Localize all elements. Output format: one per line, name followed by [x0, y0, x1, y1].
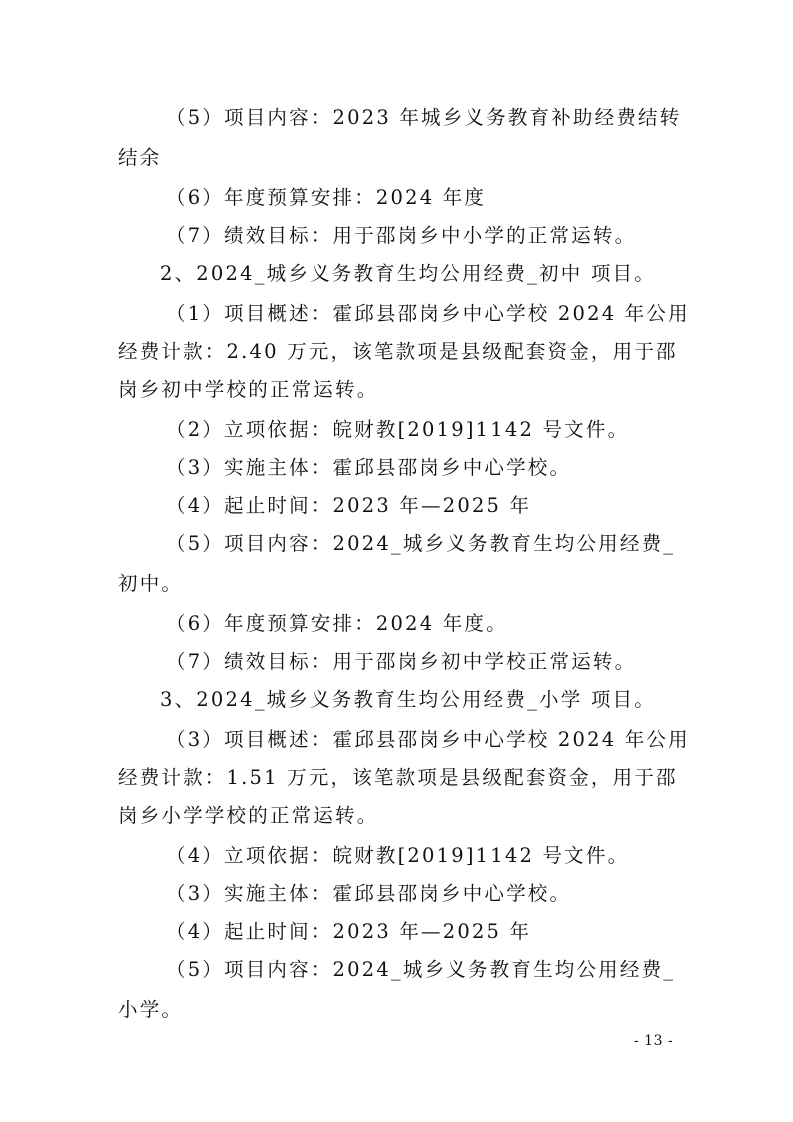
section-heading: 3、2024_城乡义务教育生均公用经费_小学 项目。: [160, 688, 656, 711]
paragraph-line: （2）立项依据：皖财教[2019]1142 号文件。: [166, 418, 630, 441]
section-heading: 2、2024_城乡义务教育生均公用经费_初中 项目。: [160, 262, 656, 285]
paragraph-line: （5）项目内容：2024_城乡义务教育生均公用经费_: [166, 958, 676, 981]
paragraph-line: （3）实施主体：霍邱县邵岗乡中心学校。: [166, 882, 572, 905]
paragraph-line: （5）项目内容：2024_城乡义务教育生均公用经费_: [166, 532, 676, 555]
paragraph-line: （4）起止时间：2023 年—2025 年: [166, 920, 532, 943]
paragraph-line: 岗乡初中学校的正常运转。: [118, 378, 379, 401]
paragraph-line: （1）项目概述：霍邱县邵岗乡中心学校 2024 年公用: [166, 302, 690, 325]
paragraph-line: 小学。: [118, 998, 184, 1021]
page-number: - 13 -: [634, 1033, 674, 1049]
paragraph-line: （6）年度预算安排：2024 年度: [166, 186, 487, 209]
paragraph-line: （4）立项依据：皖财教[2019]1142 号文件。: [166, 844, 630, 867]
paragraph-line: 初中。: [118, 572, 184, 595]
paragraph-line: （7）绩效目标：用于邵岗乡中小学的正常运转。: [166, 224, 637, 247]
paragraph-line: （7）绩效目标：用于邵岗乡初中学校正常运转。: [166, 650, 637, 673]
paragraph-line: 岗乡小学学校的正常运转。: [118, 804, 379, 827]
paragraph-line: 经费计款：2.40 万元，该笔款项是县级配套资金，用于邵: [118, 340, 678, 363]
paragraph-line: 结余: [118, 146, 162, 169]
paragraph-line: （5）项目内容：2023 年城乡义务教育补助经费结转: [166, 106, 682, 129]
paragraph-line: （3）项目概述：霍邱县邵岗乡中心学校 2024 年公用: [166, 728, 690, 751]
paragraph-line: （3）实施主体：霍邱县邵岗乡中心学校。: [166, 456, 572, 479]
paragraph-line: 经费计款：1.51 万元，该笔款项是县级配套资金，用于邵: [118, 766, 678, 789]
paragraph-line: （4）起止时间：2023 年—2025 年: [166, 494, 532, 517]
paragraph-line: （6）年度预算安排：2024 年度。: [166, 612, 508, 635]
